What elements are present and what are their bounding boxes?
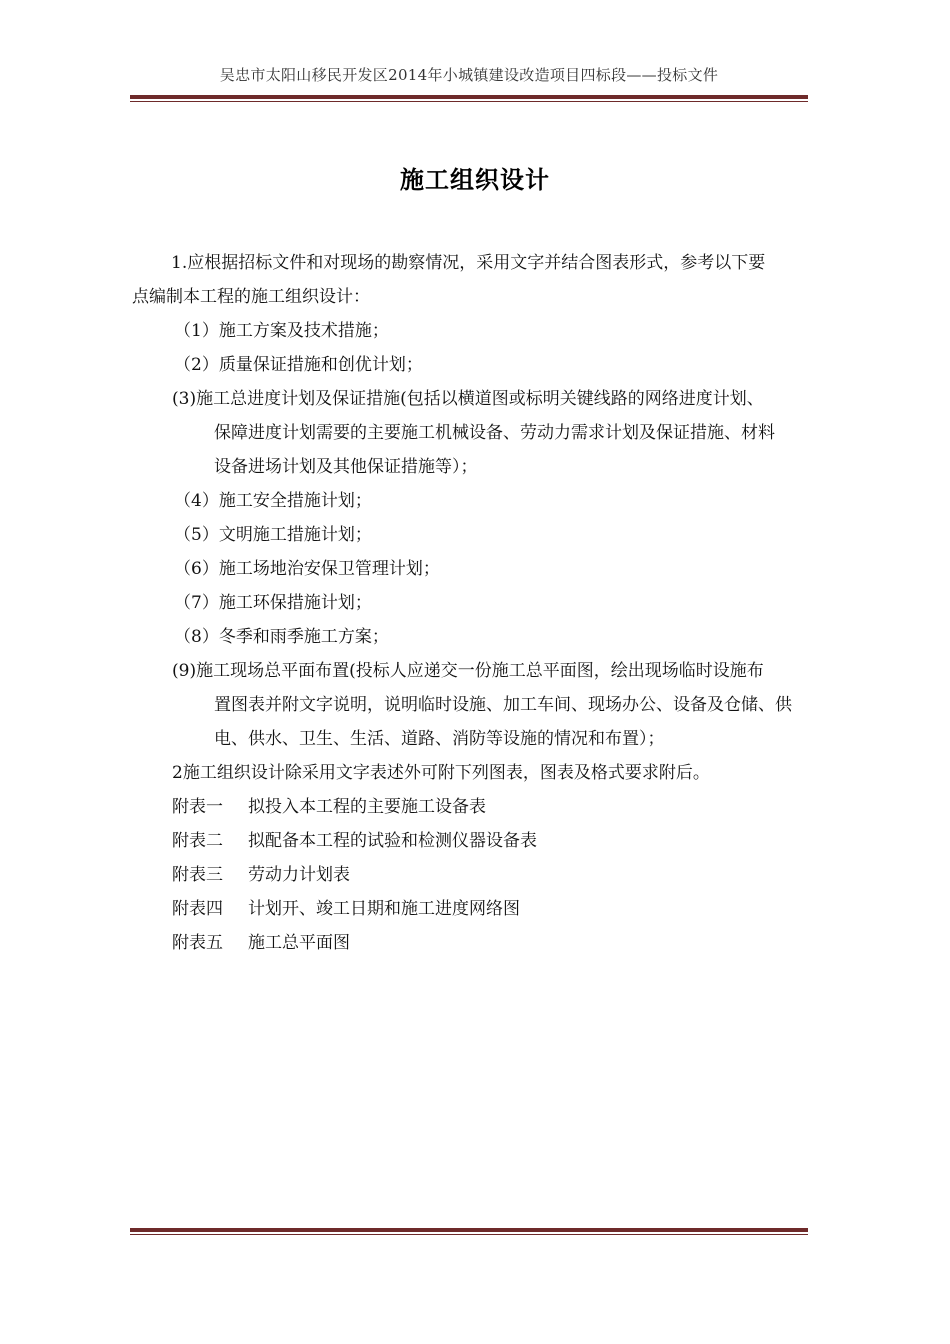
page-header: 吴忠市太阳山移民开发区2014年小城镇建设改造项目四标段——投标文件: [219, 66, 719, 84]
appendix-item: [132, 790, 842, 824]
appendix-label: 附表四: [172, 899, 223, 919]
list-item-3-line-1: (3)施工总进度计划及保证措施(包括以横道图或标明关键线路的网络进度计划、: [172, 389, 764, 409]
appendix-item: [132, 892, 842, 926]
list-item-9-line-3: 电、供水、卫生、生活、道路、消防等设施的情况和布置）；: [214, 729, 665, 749]
document-title: 施工组织设计: [400, 165, 550, 194]
list-item-1: （1）施工方案及技术措施；: [174, 321, 389, 341]
list-item-8: （8）冬季和雨季施工方案；: [174, 627, 389, 647]
paragraph-1-line-2: 点编制本工程的施工组织设计：: [132, 287, 370, 307]
appendix-label: 附表二: [172, 831, 223, 851]
list-item-6: （6）施工场地治安保卫管理计划；: [174, 559, 440, 579]
appendix-item: [132, 824, 842, 858]
appendix-label: 附表五: [172, 933, 223, 953]
list-item-9-line-2: 置图表并附文字说明，说明临时设施、加工车间、现场办公、设备及仓储、供: [214, 695, 792, 715]
appendix-text: 计划开、竣工日期和施工进度网络图: [248, 899, 520, 919]
list-item-4: （4）施工安全措施计划；: [174, 491, 372, 511]
appendix-item: [132, 858, 842, 892]
appendix-label: 附表三: [172, 865, 223, 885]
appendix-label: 附表一: [172, 797, 223, 817]
document-body: [132, 246, 842, 960]
appendix-text: 施工总平面图: [248, 933, 350, 953]
footer-rule: [130, 1228, 808, 1235]
appendix-text: 拟投入本工程的主要施工设备表: [248, 797, 486, 817]
list-item-3-line-2: 保障进度计划需要的主要施工机械设备、劳动力需求计划及保证措施、材料: [214, 423, 775, 443]
header-rule: [130, 95, 808, 102]
list-item-5: （5）文明施工措施计划；: [174, 525, 372, 545]
paragraph-2: 2施工组织设计除采用文字表述外可附下列图表，图表及格式要求附后。: [172, 763, 710, 783]
appendix-text: 拟配备本工程的试验和检测仪器设备表: [248, 831, 537, 851]
list-item-2: （2）质量保证措施和创优计划；: [174, 355, 423, 375]
appendix-text: 劳动力计划表: [248, 865, 350, 885]
paragraph-1-line-1: 1.应根据招标文件和对现场的勘察情况，采用文字并结合图表形式，参考以下要: [171, 253, 766, 273]
list-item-7: （7）施工环保措施计划；: [174, 593, 372, 613]
appendix-item: [132, 926, 842, 960]
list-item-9-line-1: (9)施工现场总平面布置(投标人应递交一份施工总平面图，绘出现场临时设施布: [172, 661, 764, 681]
list-item-3-line-3: 设备进场计划及其他保证措施等）；: [214, 457, 478, 477]
